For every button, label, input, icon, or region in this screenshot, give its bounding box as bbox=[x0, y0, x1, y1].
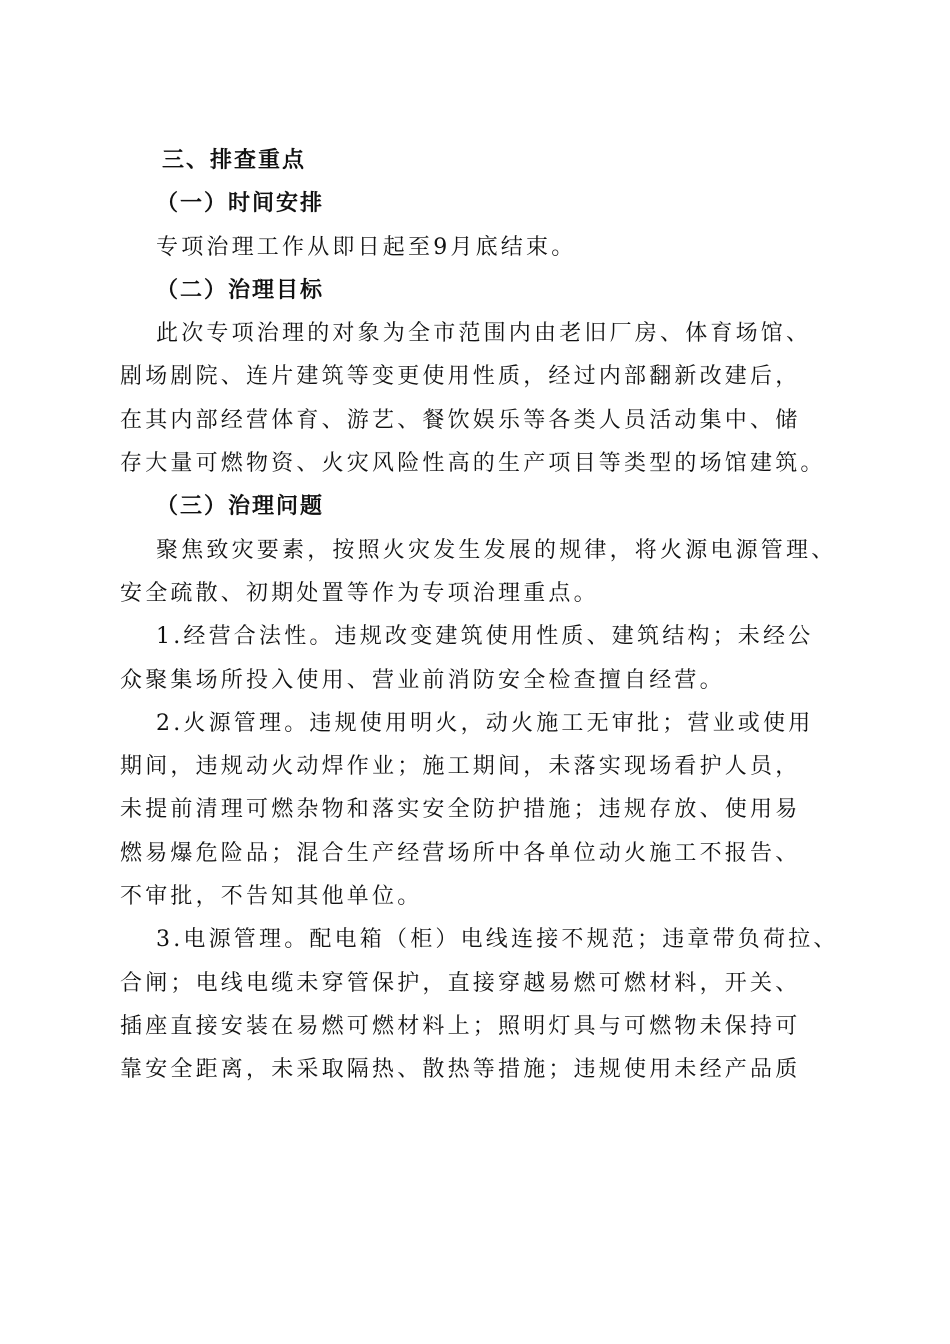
document-body bbox=[120, 139, 839, 1092]
paragraph-line: 剧场剧院、连片建筑等变更使用性质，经过内部翻新改建后， bbox=[120, 364, 801, 390]
paragraph-line: 不审批，不告知其他单位。 bbox=[120, 884, 423, 910]
paragraph-line: 期间，违规动火动焊作业；施工期间，未落实现场看护人员， bbox=[120, 754, 801, 780]
subheading-governance-issues: （三）治理问题 bbox=[156, 494, 325, 520]
paragraph-line: 在其内部经营体育、游艺、餐饮娱乐等各类人员活动集中、储 bbox=[120, 407, 801, 433]
paragraph-line: 众聚集场所投入使用、营业前消防安全检查擅自经营。 bbox=[120, 667, 725, 693]
section-title: 三、排查重点 bbox=[162, 148, 307, 173]
paragraph-line: 合闸；电线电缆未穿管保护，直接穿越易燃可燃材料，开关、 bbox=[120, 970, 801, 996]
paragraph-line: 安全疏散、初期处置等作为专项治理重点。 bbox=[120, 580, 599, 606]
paragraph-line: 聚焦致灾要素，按照火灾发生发展的规律，将火源电源管理、 bbox=[156, 537, 837, 563]
paragraph-line: 此次专项治理的对象为全市范围内由老旧厂房、体育场馆、 bbox=[156, 321, 812, 347]
item-power-management: 3.电源管理。配电箱（柜）电线连接不规范；违章带负荷拉、 bbox=[156, 927, 839, 953]
paragraph-line: 靠安全距离，未采取隔热、散热等措施；违规使用未经产品质 bbox=[120, 1057, 801, 1083]
paragraph-line: 未提前清理可燃杂物和落实安全防护措施；违规存放、使用易 bbox=[120, 797, 801, 823]
paragraph-line: 专项治理工作从即日起至9月底结束。 bbox=[156, 234, 577, 260]
paragraph-line: 存大量可燃物资、火灾风险性高的生产项目等类型的场馆建筑。 bbox=[120, 451, 826, 477]
item-fire-source-management: 2.火源管理。违规使用明火，动火施工无审批；营业或使用 bbox=[156, 710, 814, 736]
paragraph-line: 插座直接安装在易燃可燃材料上；照明灯具与可燃物未保持可 bbox=[120, 1013, 801, 1039]
item-business-legality: 1.经营合法性。违规改变建筑使用性质、建筑结构；未经公 bbox=[156, 624, 814, 650]
paragraph-line: 燃易爆危险品；混合生产经营场所中各单位动火施工不报告、 bbox=[120, 840, 801, 866]
subheading-time-schedule: （一）时间安排 bbox=[156, 191, 325, 217]
subheading-governance-goal: （二）治理目标 bbox=[156, 277, 325, 303]
